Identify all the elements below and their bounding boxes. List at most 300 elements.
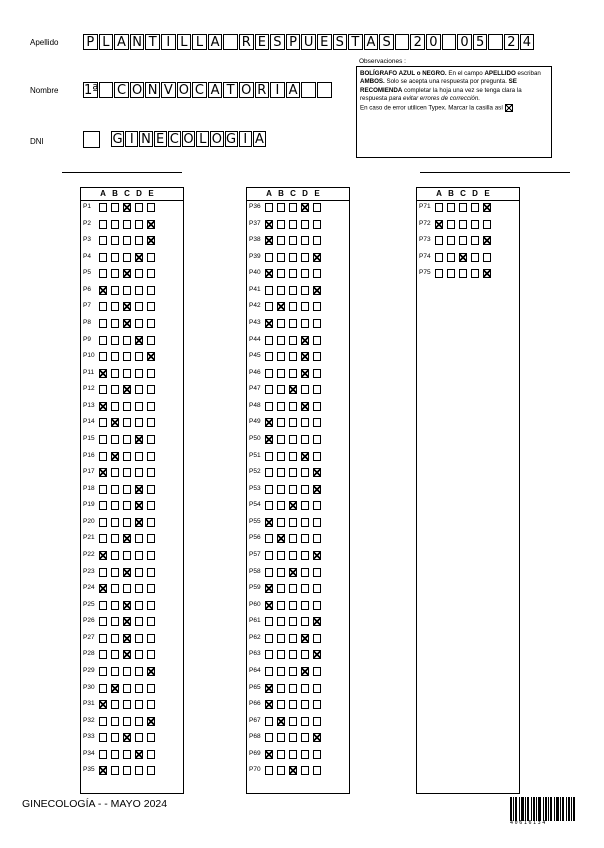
answer-checkbox-e[interactable] bbox=[313, 568, 321, 577]
letter-box[interactable]: O bbox=[183, 132, 194, 147]
answer-checkbox-a[interactable] bbox=[265, 286, 273, 295]
letter-box[interactable]: S bbox=[379, 34, 394, 50]
answer-checkbox-b[interactable] bbox=[111, 700, 119, 709]
answer-checkbox-b[interactable] bbox=[111, 269, 119, 278]
answer-checkbox-c[interactable] bbox=[123, 452, 131, 461]
answer-checkbox-c[interactable] bbox=[123, 501, 131, 510]
answer-checkbox-b[interactable] bbox=[447, 203, 455, 212]
answer-checkbox-e[interactable] bbox=[313, 418, 321, 427]
answer-checkbox-e[interactable] bbox=[147, 286, 155, 295]
answer-checkbox-b[interactable] bbox=[111, 684, 119, 693]
letter-box[interactable]: I bbox=[270, 82, 285, 98]
answer-checkbox-e[interactable] bbox=[147, 468, 155, 477]
answer-checkbox-d[interactable] bbox=[301, 286, 309, 295]
answer-checkbox-e[interactable] bbox=[147, 352, 155, 361]
answer-checkbox-b[interactable] bbox=[277, 385, 285, 394]
answer-checkbox-e[interactable] bbox=[313, 336, 321, 345]
answer-checkbox-e[interactable] bbox=[483, 269, 491, 278]
letter-box[interactable]: 2 bbox=[410, 34, 425, 50]
answer-checkbox-c[interactable] bbox=[123, 302, 131, 311]
answer-checkbox-c[interactable] bbox=[289, 336, 297, 345]
answer-checkbox-e[interactable] bbox=[313, 617, 321, 626]
answer-checkbox-a[interactable] bbox=[265, 766, 273, 775]
answer-checkbox-c[interactable] bbox=[123, 584, 131, 593]
answer-checkbox-a[interactable] bbox=[435, 236, 443, 245]
answer-checkbox-d[interactable] bbox=[135, 286, 143, 295]
answer-checkbox-a[interactable] bbox=[99, 236, 107, 245]
answer-checkbox-d[interactable] bbox=[301, 617, 309, 626]
answer-checkbox-d[interactable] bbox=[301, 750, 309, 759]
answer-checkbox-b[interactable] bbox=[277, 286, 285, 295]
letter-box[interactable]: A bbox=[253, 131, 266, 147]
answer-checkbox-b[interactable] bbox=[111, 468, 119, 477]
answer-checkbox-c[interactable] bbox=[289, 269, 297, 278]
answer-checkbox-d[interactable] bbox=[135, 650, 143, 659]
answer-checkbox-b[interactable] bbox=[277, 435, 285, 444]
answer-checkbox-d[interactable] bbox=[301, 302, 309, 311]
answer-checkbox-c[interactable] bbox=[123, 319, 131, 328]
answer-checkbox-b[interactable] bbox=[111, 319, 119, 328]
answer-checkbox-e[interactable] bbox=[147, 302, 155, 311]
answer-checkbox-b[interactable] bbox=[111, 302, 119, 311]
letter-box[interactable]: L bbox=[196, 131, 209, 147]
answer-checkbox-d[interactable] bbox=[135, 518, 143, 527]
letter-box[interactable]: 4 bbox=[520, 34, 535, 50]
letter-box[interactable]: V bbox=[161, 82, 176, 98]
answer-checkbox-d[interactable] bbox=[135, 302, 143, 311]
answer-checkbox-c[interactable] bbox=[289, 750, 297, 759]
answer-checkbox-d[interactable] bbox=[135, 336, 143, 345]
answer-checkbox-a[interactable] bbox=[99, 220, 107, 229]
answer-checkbox-d[interactable] bbox=[301, 601, 309, 610]
answer-checkbox-e[interactable] bbox=[313, 700, 321, 709]
answer-checkbox-c[interactable] bbox=[123, 750, 131, 759]
answer-checkbox-d[interactable] bbox=[301, 385, 309, 394]
answer-checkbox-e[interactable] bbox=[483, 253, 491, 262]
answer-checkbox-a[interactable] bbox=[99, 369, 107, 378]
letter-box[interactable]: G bbox=[226, 132, 237, 147]
answer-checkbox-e[interactable] bbox=[313, 369, 321, 378]
answer-checkbox-d[interactable] bbox=[301, 684, 309, 693]
answer-checkbox-c[interactable] bbox=[289, 700, 297, 709]
answer-checkbox-b[interactable] bbox=[111, 733, 119, 742]
answer-checkbox-b[interactable] bbox=[111, 518, 119, 527]
answer-checkbox-c[interactable] bbox=[123, 766, 131, 775]
answer-checkbox-d[interactable] bbox=[301, 435, 309, 444]
answer-checkbox-a[interactable] bbox=[265, 352, 273, 361]
answer-checkbox-b[interactable] bbox=[277, 568, 285, 577]
answer-checkbox-a[interactable] bbox=[99, 253, 107, 262]
letter-box[interactable]: E bbox=[255, 34, 270, 50]
answer-checkbox-e[interactable] bbox=[313, 551, 321, 560]
answer-checkbox-e[interactable] bbox=[147, 534, 155, 543]
answer-checkbox-c[interactable] bbox=[289, 717, 297, 726]
answer-checkbox-e[interactable] bbox=[147, 584, 155, 593]
answer-checkbox-b[interactable] bbox=[277, 402, 285, 411]
answer-checkbox-d[interactable] bbox=[135, 220, 143, 229]
answer-checkbox-d[interactable] bbox=[301, 369, 309, 378]
answer-checkbox-b[interactable] bbox=[111, 551, 119, 560]
answer-checkbox-a[interactable] bbox=[265, 750, 273, 759]
answer-checkbox-d[interactable] bbox=[301, 352, 309, 361]
answer-checkbox-a[interactable] bbox=[265, 402, 273, 411]
answer-checkbox-a[interactable] bbox=[435, 269, 443, 278]
answer-checkbox-a[interactable] bbox=[99, 352, 107, 361]
answer-checkbox-d[interactable] bbox=[471, 253, 479, 262]
answer-checkbox-c[interactable] bbox=[459, 253, 467, 262]
answer-checkbox-d[interactable] bbox=[301, 551, 309, 560]
answer-checkbox-b[interactable] bbox=[277, 534, 285, 543]
answer-checkbox-b[interactable] bbox=[111, 650, 119, 659]
answer-checkbox-a[interactable] bbox=[265, 601, 273, 610]
answer-checkbox-c[interactable] bbox=[123, 336, 131, 345]
answer-checkbox-c[interactable] bbox=[289, 667, 297, 676]
answer-checkbox-e[interactable] bbox=[147, 485, 155, 494]
answer-checkbox-c[interactable] bbox=[123, 253, 131, 262]
answer-checkbox-c[interactable] bbox=[123, 733, 131, 742]
answer-checkbox-e[interactable] bbox=[147, 684, 155, 693]
answer-checkbox-c[interactable] bbox=[289, 369, 297, 378]
letter-box[interactable] bbox=[442, 34, 457, 50]
answer-checkbox-e[interactable] bbox=[147, 551, 155, 560]
letter-box[interactable]: L bbox=[192, 34, 207, 50]
dni-checkbox[interactable] bbox=[83, 131, 100, 148]
answer-checkbox-a[interactable] bbox=[99, 650, 107, 659]
answer-checkbox-b[interactable] bbox=[277, 634, 285, 643]
answer-checkbox-c[interactable] bbox=[289, 468, 297, 477]
answer-checkbox-c[interactable] bbox=[289, 203, 297, 212]
answer-checkbox-b[interactable] bbox=[111, 402, 119, 411]
answer-checkbox-d[interactable] bbox=[301, 766, 309, 775]
answer-checkbox-a[interactable] bbox=[99, 336, 107, 345]
answer-checkbox-a[interactable] bbox=[99, 750, 107, 759]
answer-checkbox-d[interactable] bbox=[135, 568, 143, 577]
answer-checkbox-b[interactable] bbox=[111, 203, 119, 212]
answer-checkbox-d[interactable] bbox=[301, 402, 309, 411]
answer-checkbox-a[interactable] bbox=[99, 435, 107, 444]
answer-checkbox-a[interactable] bbox=[265, 369, 273, 378]
answer-checkbox-b[interactable] bbox=[447, 236, 455, 245]
answer-checkbox-e[interactable] bbox=[313, 302, 321, 311]
answer-checkbox-e[interactable] bbox=[313, 402, 321, 411]
answer-checkbox-b[interactable] bbox=[111, 750, 119, 759]
answer-checkbox-a[interactable] bbox=[265, 468, 273, 477]
answer-checkbox-c[interactable] bbox=[289, 568, 297, 577]
answer-checkbox-e[interactable] bbox=[147, 733, 155, 742]
letter-box[interactable] bbox=[301, 82, 316, 98]
letter-box[interactable]: N bbox=[145, 82, 160, 98]
answer-checkbox-b[interactable] bbox=[111, 435, 119, 444]
answer-checkbox-a[interactable] bbox=[265, 236, 273, 245]
answer-checkbox-c[interactable] bbox=[123, 369, 131, 378]
answer-checkbox-e[interactable] bbox=[313, 286, 321, 295]
letter-box[interactable] bbox=[488, 34, 503, 50]
answer-checkbox-d[interactable] bbox=[301, 667, 309, 676]
answer-checkbox-c[interactable] bbox=[123, 485, 131, 494]
answer-checkbox-a[interactable] bbox=[265, 733, 273, 742]
answer-checkbox-d[interactable] bbox=[135, 534, 143, 543]
answer-checkbox-b[interactable] bbox=[277, 468, 285, 477]
answer-checkbox-d[interactable] bbox=[135, 203, 143, 212]
answer-checkbox-d[interactable] bbox=[301, 733, 309, 742]
answer-checkbox-d[interactable] bbox=[135, 452, 143, 461]
answer-checkbox-a[interactable] bbox=[265, 336, 273, 345]
answer-checkbox-a[interactable] bbox=[265, 203, 273, 212]
answer-checkbox-c[interactable] bbox=[123, 435, 131, 444]
answer-checkbox-e[interactable] bbox=[147, 253, 155, 262]
answer-checkbox-c[interactable] bbox=[289, 518, 297, 527]
answer-checkbox-e[interactable] bbox=[147, 369, 155, 378]
answer-checkbox-d[interactable] bbox=[301, 584, 309, 593]
answer-checkbox-b[interactable] bbox=[277, 485, 285, 494]
answer-checkbox-c[interactable] bbox=[123, 418, 131, 427]
answer-checkbox-c[interactable] bbox=[123, 236, 131, 245]
answer-checkbox-d[interactable] bbox=[301, 568, 309, 577]
answer-checkbox-b[interactable] bbox=[111, 534, 119, 543]
answer-checkbox-b[interactable] bbox=[277, 684, 285, 693]
answer-checkbox-d[interactable] bbox=[135, 551, 143, 560]
letter-box[interactable]: L bbox=[99, 34, 114, 50]
answer-checkbox-b[interactable] bbox=[277, 418, 285, 427]
answer-checkbox-a[interactable] bbox=[265, 452, 273, 461]
answer-checkbox-b[interactable] bbox=[447, 269, 455, 278]
answer-checkbox-d[interactable] bbox=[135, 369, 143, 378]
answer-checkbox-b[interactable] bbox=[111, 369, 119, 378]
answer-checkbox-a[interactable] bbox=[265, 584, 273, 593]
answer-checkbox-c[interactable] bbox=[459, 269, 467, 278]
answer-checkbox-b[interactable] bbox=[111, 634, 119, 643]
answer-checkbox-d[interactable] bbox=[301, 634, 309, 643]
answer-checkbox-b[interactable] bbox=[111, 336, 119, 345]
answer-checkbox-b[interactable] bbox=[277, 717, 285, 726]
answer-checkbox-a[interactable] bbox=[265, 684, 273, 693]
answer-checkbox-a[interactable] bbox=[265, 435, 273, 444]
answer-checkbox-e[interactable] bbox=[147, 269, 155, 278]
answer-checkbox-d[interactable] bbox=[301, 319, 309, 328]
answer-checkbox-a[interactable] bbox=[99, 418, 107, 427]
letter-box[interactable] bbox=[317, 82, 332, 98]
answer-checkbox-a[interactable] bbox=[435, 253, 443, 262]
letter-box[interactable]: A bbox=[286, 82, 301, 98]
answer-checkbox-d[interactable] bbox=[135, 584, 143, 593]
answer-checkbox-c[interactable] bbox=[289, 302, 297, 311]
answer-checkbox-d[interactable] bbox=[135, 236, 143, 245]
answer-checkbox-e[interactable] bbox=[147, 220, 155, 229]
letter-box[interactable]: 0 bbox=[426, 34, 441, 50]
answer-checkbox-a[interactable] bbox=[265, 534, 273, 543]
letter-box[interactable]: 5 bbox=[473, 34, 488, 50]
answer-checkbox-d[interactable] bbox=[135, 352, 143, 361]
answer-checkbox-e[interactable] bbox=[147, 452, 155, 461]
answer-checkbox-c[interactable] bbox=[459, 236, 467, 245]
answer-checkbox-d[interactable] bbox=[301, 534, 309, 543]
answer-checkbox-b[interactable] bbox=[111, 584, 119, 593]
answer-checkbox-e[interactable] bbox=[313, 236, 321, 245]
answer-checkbox-b[interactable] bbox=[277, 750, 285, 759]
answer-checkbox-b[interactable] bbox=[111, 568, 119, 577]
answer-checkbox-d[interactable] bbox=[301, 418, 309, 427]
answer-checkbox-b[interactable] bbox=[447, 220, 455, 229]
answer-checkbox-e[interactable] bbox=[147, 766, 155, 775]
answer-checkbox-e[interactable] bbox=[483, 236, 491, 245]
answer-checkbox-d[interactable] bbox=[135, 617, 143, 626]
answer-checkbox-d[interactable] bbox=[135, 733, 143, 742]
answer-checkbox-c[interactable] bbox=[289, 319, 297, 328]
letter-box[interactable]: A bbox=[208, 34, 223, 50]
answer-checkbox-d[interactable] bbox=[301, 203, 309, 212]
answer-checkbox-c[interactable] bbox=[123, 700, 131, 709]
answer-checkbox-e[interactable] bbox=[313, 269, 321, 278]
letter-box[interactable]: N bbox=[130, 34, 145, 50]
answer-checkbox-c[interactable] bbox=[123, 601, 131, 610]
answer-checkbox-d[interactable] bbox=[135, 319, 143, 328]
answer-checkbox-b[interactable] bbox=[277, 617, 285, 626]
answer-checkbox-d[interactable] bbox=[301, 650, 309, 659]
answer-checkbox-d[interactable] bbox=[135, 601, 143, 610]
answer-checkbox-b[interactable] bbox=[111, 418, 119, 427]
answer-checkbox-b[interactable] bbox=[277, 584, 285, 593]
answer-checkbox-e[interactable] bbox=[313, 435, 321, 444]
answer-checkbox-e[interactable] bbox=[147, 402, 155, 411]
answer-checkbox-c[interactable] bbox=[289, 452, 297, 461]
answer-checkbox-a[interactable] bbox=[99, 617, 107, 626]
answer-checkbox-e[interactable] bbox=[147, 700, 155, 709]
answer-checkbox-a[interactable] bbox=[265, 501, 273, 510]
answer-checkbox-d[interactable] bbox=[301, 485, 309, 494]
answer-checkbox-d[interactable] bbox=[301, 717, 309, 726]
answer-checkbox-d[interactable] bbox=[301, 253, 309, 262]
answer-checkbox-b[interactable] bbox=[277, 733, 285, 742]
answer-checkbox-c[interactable] bbox=[289, 485, 297, 494]
answer-checkbox-e[interactable] bbox=[147, 418, 155, 427]
answer-checkbox-a[interactable] bbox=[435, 203, 443, 212]
answer-checkbox-b[interactable] bbox=[277, 220, 285, 229]
answer-checkbox-c[interactable] bbox=[289, 501, 297, 510]
answer-checkbox-c[interactable] bbox=[289, 601, 297, 610]
answer-checkbox-a[interactable] bbox=[265, 551, 273, 560]
answer-checkbox-d[interactable] bbox=[301, 518, 309, 527]
answer-checkbox-d[interactable] bbox=[301, 501, 309, 510]
answer-checkbox-c[interactable] bbox=[289, 634, 297, 643]
answer-checkbox-e[interactable] bbox=[313, 534, 321, 543]
answer-checkbox-a[interactable] bbox=[99, 452, 107, 461]
answer-checkbox-a[interactable] bbox=[99, 468, 107, 477]
answer-checkbox-e[interactable] bbox=[147, 601, 155, 610]
letter-box[interactable]: I bbox=[239, 131, 252, 147]
answer-checkbox-e[interactable] bbox=[313, 634, 321, 643]
answer-checkbox-b[interactable] bbox=[111, 617, 119, 626]
answer-checkbox-b[interactable] bbox=[277, 766, 285, 775]
answer-checkbox-c[interactable] bbox=[123, 684, 131, 693]
answer-checkbox-a[interactable] bbox=[99, 584, 107, 593]
answer-checkbox-d[interactable] bbox=[135, 684, 143, 693]
answer-checkbox-e[interactable] bbox=[313, 650, 321, 659]
answer-checkbox-e[interactable] bbox=[147, 501, 155, 510]
answer-checkbox-d[interactable] bbox=[135, 700, 143, 709]
letter-box[interactable]: L bbox=[177, 34, 192, 50]
answer-checkbox-c[interactable] bbox=[123, 617, 131, 626]
answer-checkbox-e[interactable] bbox=[313, 733, 321, 742]
answer-checkbox-b[interactable] bbox=[277, 369, 285, 378]
answer-checkbox-c[interactable] bbox=[123, 402, 131, 411]
answer-checkbox-b[interactable] bbox=[277, 319, 285, 328]
letter-box[interactable]: N bbox=[141, 132, 151, 147]
answer-checkbox-e[interactable] bbox=[313, 352, 321, 361]
answer-checkbox-b[interactable] bbox=[111, 385, 119, 394]
answer-checkbox-c[interactable] bbox=[289, 385, 297, 394]
answer-checkbox-e[interactable] bbox=[147, 568, 155, 577]
answer-checkbox-a[interactable] bbox=[99, 534, 107, 543]
answer-checkbox-b[interactable] bbox=[111, 485, 119, 494]
answer-checkbox-b[interactable] bbox=[111, 452, 119, 461]
answer-checkbox-b[interactable] bbox=[111, 601, 119, 610]
answer-checkbox-d[interactable] bbox=[135, 253, 143, 262]
answer-checkbox-c[interactable] bbox=[123, 717, 131, 726]
answer-checkbox-c[interactable] bbox=[123, 568, 131, 577]
letter-box[interactable]: U bbox=[301, 34, 316, 50]
answer-checkbox-c[interactable] bbox=[289, 418, 297, 427]
letter-box[interactable]: A bbox=[208, 82, 223, 98]
letter-box[interactable]: A bbox=[364, 34, 379, 50]
answer-checkbox-d[interactable] bbox=[135, 435, 143, 444]
answer-checkbox-e[interactable] bbox=[147, 435, 155, 444]
answer-checkbox-e[interactable] bbox=[313, 766, 321, 775]
answer-checkbox-a[interactable] bbox=[99, 667, 107, 676]
answer-checkbox-e[interactable] bbox=[147, 385, 155, 394]
answer-checkbox-c[interactable] bbox=[289, 733, 297, 742]
answer-checkbox-b[interactable] bbox=[277, 352, 285, 361]
letter-box[interactable]: C bbox=[168, 131, 181, 147]
answer-checkbox-c[interactable] bbox=[123, 534, 131, 543]
answer-checkbox-e[interactable] bbox=[147, 634, 155, 643]
answer-checkbox-a[interactable] bbox=[99, 501, 107, 510]
answer-checkbox-b[interactable] bbox=[277, 203, 285, 212]
answer-checkbox-a[interactable] bbox=[265, 302, 273, 311]
answer-checkbox-b[interactable] bbox=[111, 286, 119, 295]
letter-box[interactable]: E bbox=[154, 131, 167, 147]
answer-checkbox-b[interactable] bbox=[277, 551, 285, 560]
answer-checkbox-a[interactable] bbox=[99, 551, 107, 560]
answer-checkbox-e[interactable] bbox=[147, 518, 155, 527]
answer-checkbox-b[interactable] bbox=[277, 518, 285, 527]
letter-box[interactable] bbox=[99, 82, 114, 98]
answer-checkbox-a[interactable] bbox=[265, 485, 273, 494]
answer-checkbox-e[interactable] bbox=[483, 220, 491, 229]
answer-checkbox-a[interactable] bbox=[265, 667, 273, 676]
answer-checkbox-c[interactable] bbox=[289, 286, 297, 295]
dni-field[interactable] bbox=[111, 131, 267, 147]
answer-checkbox-a[interactable] bbox=[265, 650, 273, 659]
answer-checkbox-c[interactable] bbox=[123, 650, 131, 659]
answer-checkbox-b[interactable] bbox=[277, 650, 285, 659]
answer-checkbox-c[interactable] bbox=[123, 352, 131, 361]
answer-checkbox-d[interactable] bbox=[135, 269, 143, 278]
answer-checkbox-b[interactable] bbox=[277, 452, 285, 461]
answer-checkbox-a[interactable] bbox=[265, 700, 273, 709]
answer-checkbox-c[interactable] bbox=[123, 220, 131, 229]
letter-box[interactable]: R bbox=[239, 34, 254, 50]
answer-checkbox-a[interactable] bbox=[99, 700, 107, 709]
answer-checkbox-b[interactable] bbox=[277, 269, 285, 278]
answer-checkbox-a[interactable] bbox=[99, 518, 107, 527]
answer-checkbox-e[interactable] bbox=[313, 452, 321, 461]
answer-checkbox-d[interactable] bbox=[471, 203, 479, 212]
answer-checkbox-b[interactable] bbox=[277, 667, 285, 676]
answer-checkbox-e[interactable] bbox=[147, 750, 155, 759]
letter-box[interactable]: S bbox=[333, 34, 348, 50]
answer-checkbox-a[interactable] bbox=[99, 402, 107, 411]
answer-checkbox-e[interactable] bbox=[483, 203, 491, 212]
